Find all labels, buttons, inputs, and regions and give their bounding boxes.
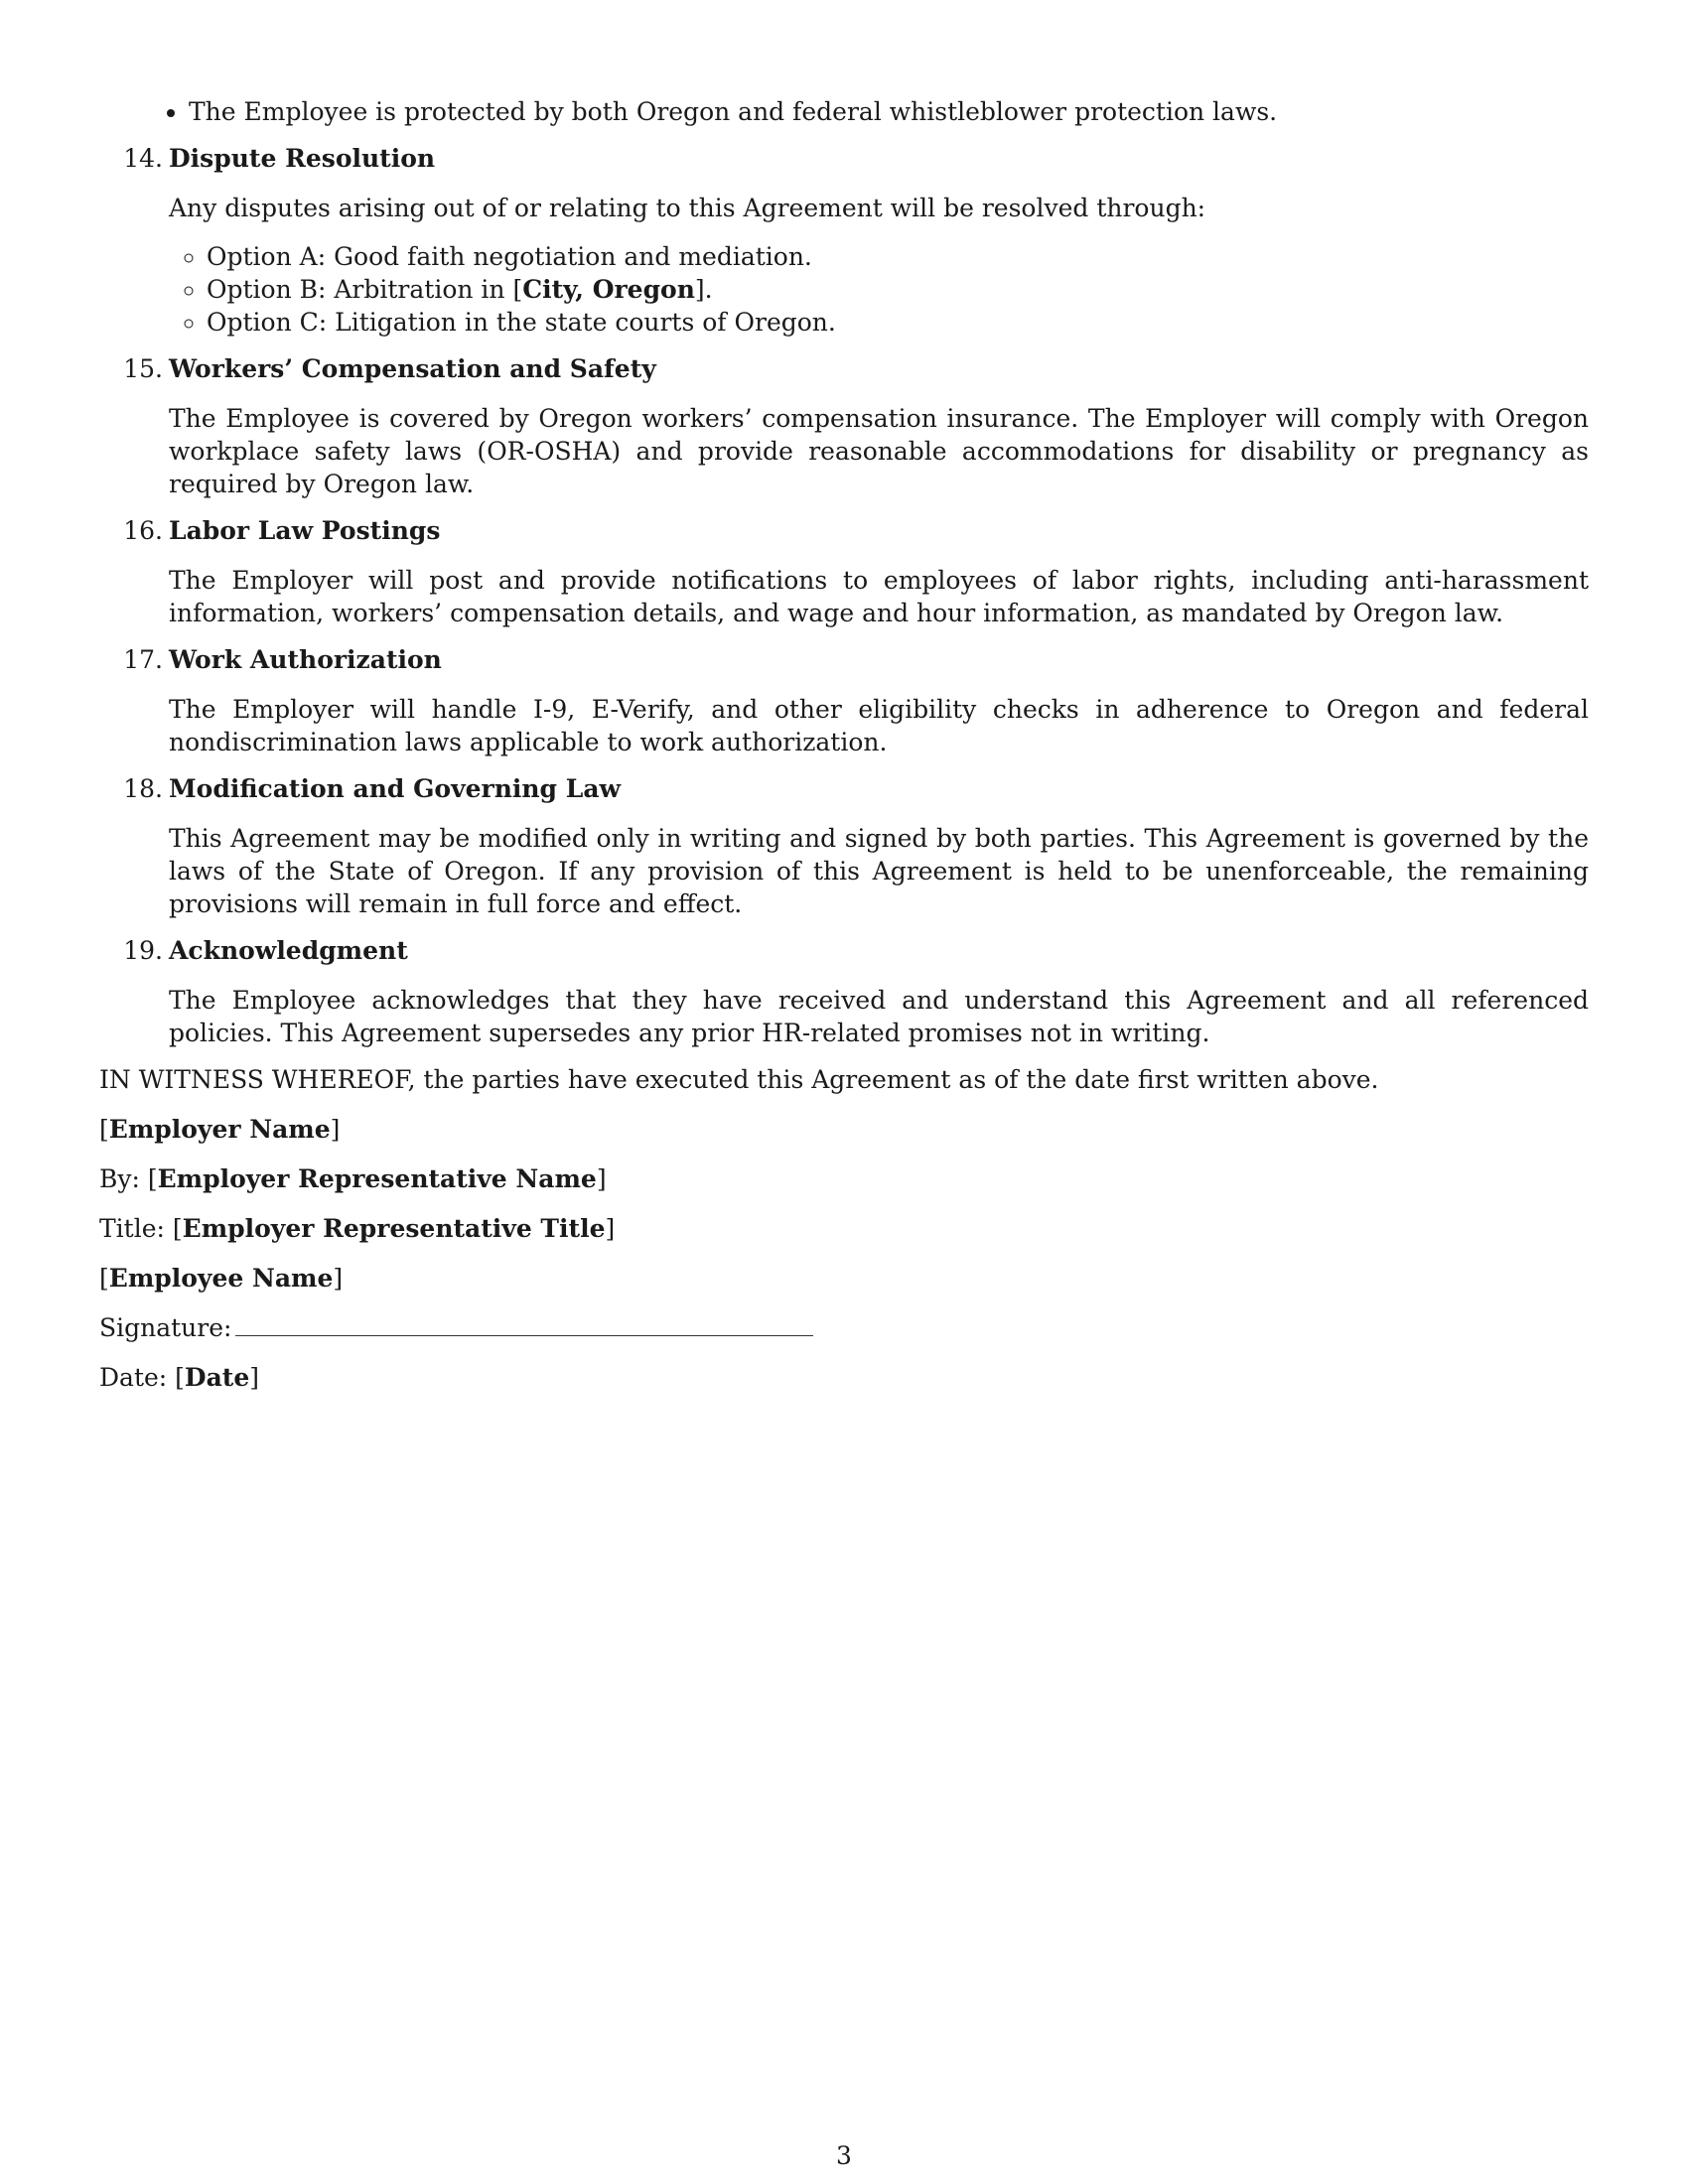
by-label: By: [99, 1164, 140, 1193]
option-b-prefix: Option B: Arbitration in [ [207, 275, 523, 304]
date-line: Date: [Date] [99, 1363, 260, 1392]
section-heading: Work Authorization [169, 645, 442, 674]
section-body: The Employer will handle I-9, E-Verify, and other eligibility checks in adherence to Oregon and federal nondiscrimination laws applicable to work authorization. [169, 695, 1589, 756]
section-dispute-resolution [99, 142, 1589, 339]
witness-statement: IN WITNESS WHEREOF, the parties have executed this Agreement as of the date first written above. [99, 1065, 1379, 1094]
section-body: The Employee is covered by Oregon workers’ compensation insurance. The Employer will comply with Oregon workplace safety laws (OR-OSHA) and provide reasonable accommodations for disability or pregnancy as required by Oregon law. [169, 404, 1589, 498]
section-body: The Employee acknowledges that they have received and understand this Agreement and all referenced policies. This Agreement supersedes any prior HR-related promises not in writing. [169, 986, 1589, 1047]
section-list [99, 142, 1589, 1049]
signature-underline [235, 1313, 813, 1336]
employer-name-line: [Employer Name] [99, 1115, 341, 1144]
rep-title: Employer Representative Title [182, 1214, 606, 1243]
option-b-suffix: ]. [694, 275, 713, 304]
section-body: The Employer will post and provide notifications to employees of labor rights, including anti-harassment information, workers’ compensation details, and wage and hour information, as mandated by Oregon law. [169, 566, 1589, 627]
rep-name: Employer Representative Name [157, 1164, 597, 1193]
section-number: 19. [123, 936, 163, 965]
page-number: 3 [836, 2141, 852, 2170]
section-labor-law-postings [99, 514, 1589, 629]
section-number: 14. [123, 144, 163, 173]
carryover-bullet-list [99, 95, 1589, 128]
date-label: Date: [99, 1363, 168, 1392]
option-c: ◦ Option C: Litigation in the state courts of Oregon. [207, 306, 1589, 339]
section-number: 17. [123, 645, 163, 674]
employee-name: Employee Name [108, 1264, 334, 1293]
section-modification-governing-law [99, 772, 1589, 920]
section-acknowledgment [99, 934, 1589, 1049]
carryover-bullet: • The Employee is protected by both Oregon and federal whistleblower protection laws. [189, 95, 1589, 128]
section-number: 18. [123, 774, 163, 803]
section-heading: Modification and Governing Law [169, 774, 622, 803]
signature-line [99, 1311, 1589, 1344]
section-intro: Any disputes arising out of or relating to this Agreement will be resolved through: [169, 194, 1206, 222]
signature-block [99, 1063, 1589, 1394]
signature-label: Signature: [99, 1313, 232, 1342]
option-b [207, 273, 1589, 306]
employee-name-line: [Employee Name] [99, 1264, 344, 1293]
section-number: 15. [123, 354, 163, 383]
section-number: 16. [123, 516, 163, 545]
option-b-place: City, Oregon [522, 275, 695, 304]
date-value: Date [184, 1363, 250, 1392]
section-heading: Dispute Resolution [169, 144, 436, 173]
option-a: ◦ Option A: Good faith negotiation and mediation. [207, 240, 1589, 273]
dispute-options-list [169, 240, 1589, 339]
section-heading: Acknowledgment [169, 936, 408, 965]
document-page [99, 95, 1589, 1411]
section-body: This Agreement may be modified only in writing and signed by both parties. This Agreement is governed by the laws of the State of Oregon. If any provision of this Agreement is held to be unenforceable, the remaining provisions will remain in full force and effect. [169, 824, 1589, 918]
section-workers-compensation [99, 352, 1589, 500]
by-line: By: [Employer Representative Name] [99, 1164, 607, 1193]
title-label: Title: [99, 1214, 165, 1243]
employer-name: Employer Name [108, 1115, 331, 1144]
title-line: Title: [Employer Representative Title] [99, 1214, 616, 1243]
section-heading: Workers’ Compensation and Safety [169, 354, 656, 383]
section-heading: Labor Law Postings [169, 516, 441, 545]
section-work-authorization [99, 643, 1589, 758]
